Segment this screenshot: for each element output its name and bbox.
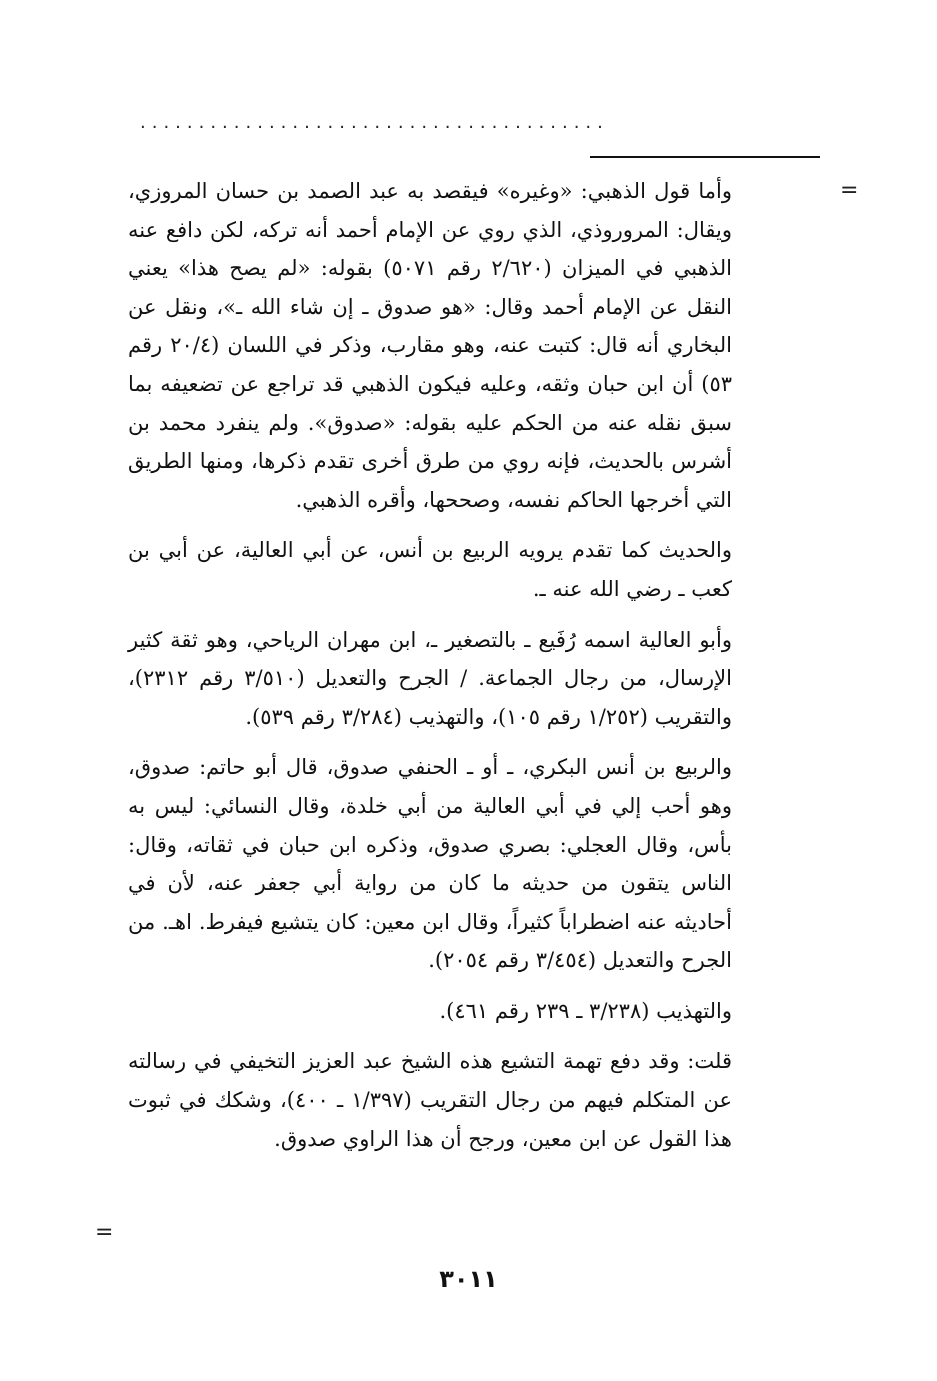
page-number: ٣٠١١ xyxy=(439,1265,498,1293)
dotted-separator: ........................................ xyxy=(140,112,609,133)
paragraph: وأبو العالية اسمه رُفَيع ـ بالتصغير ـ، ابن مهران الرياحي، وهو ثقة كثير الإرسال، من رجال الجماعة. / الجرح والتعديل (٣/٥١٠ رقم ٢٣١٢)، والتقريب (١/٢٥٢ رقم ١٠٥)، والتهذيب (٣/٢٨٤ رقم ٥٣٩). xyxy=(128,627,732,729)
paragraph: وأما قول الذهبي: «وغيره» فيقصد به عبد الصمد بن حسان المروزي، ويقال: المروروذي، الذي روي عن الإمام أحمد أنه تركه، لكن دافع عنه الذهبي في الميزان (٢/٦٢٠ رقم ٥٠٧١) بقوله: «لم يصح هذا» يعني النقل عن الإمام أحمد وقال: «هو صدوق ـ إن شاء الله ـ»، ونقل عن البخاري أنه قال: كتبت عنه، وهو مقارب، وذكر في اللسان (٢٠/٤ رقم ٥٣) أن ابن حبان وثقه، وعليه فيكون الذهبي قد تراجع عن تضعيفه بما سبق نقله عنه من الحكم عليه بقوله: «صدوق». ولم ينفرد محمد بن أشرس بالحديث، فإنه روي من طرق أخرى تقدم ذكرها، ومنها الطريق التي أخرجها الحاكم نفسه، وصححها، وأقره الذهبي. xyxy=(128,179,732,512)
continuation-marker-top: = xyxy=(840,178,859,203)
footnote-rule xyxy=(590,156,820,158)
paragraph: والربيع بن أنس البكري، ـ أو ـ الحنفي صدوق، قال أبو حاتم: صدوق، وهو أحب إلي في أبي العالية من أبي خلدة، وقال النسائي: ليس به بأس، وقال العجلي: بصري صدوق، وذكره ابن حبان في ثقاته، وقال: الناس يتقون من حديثه ما كان من رواية أبي جعفر عنه، لأن في أحاديثه عنه اضطراباً كثيراً، وقال ابن معين: كان يتشيع فيفرط. اهـ. من الجرح والتعديل (٣/٤٥٤ رقم ٢٠٥٤). xyxy=(128,755,732,973)
paragraph: والتهذيب (٣/٢٣٨ ـ ٢٣٩ رقم ٤٦١). xyxy=(439,998,732,1023)
footnote-body xyxy=(128,172,732,1170)
continuation-marker-bottom: = xyxy=(95,1220,114,1245)
paragraph: قلت: وقد دفع تهمة التشيع هذه الشيخ عبد العزيز التخيفي في رسالته عن المتكلم فيهم من رجال التقريب (١/٣٩٧ ـ ٤٠٠)، وشكك في ثبوت هذا القول عن ابن معين، ورجح أن هذا الراوي صدوق. xyxy=(128,1049,732,1151)
paragraph: والحديث كما تقدم يرويه الربيع بن أنس، عن أبي العالية، عن أبي بن كعب ـ رضي الله عنه ـ. xyxy=(128,538,732,601)
